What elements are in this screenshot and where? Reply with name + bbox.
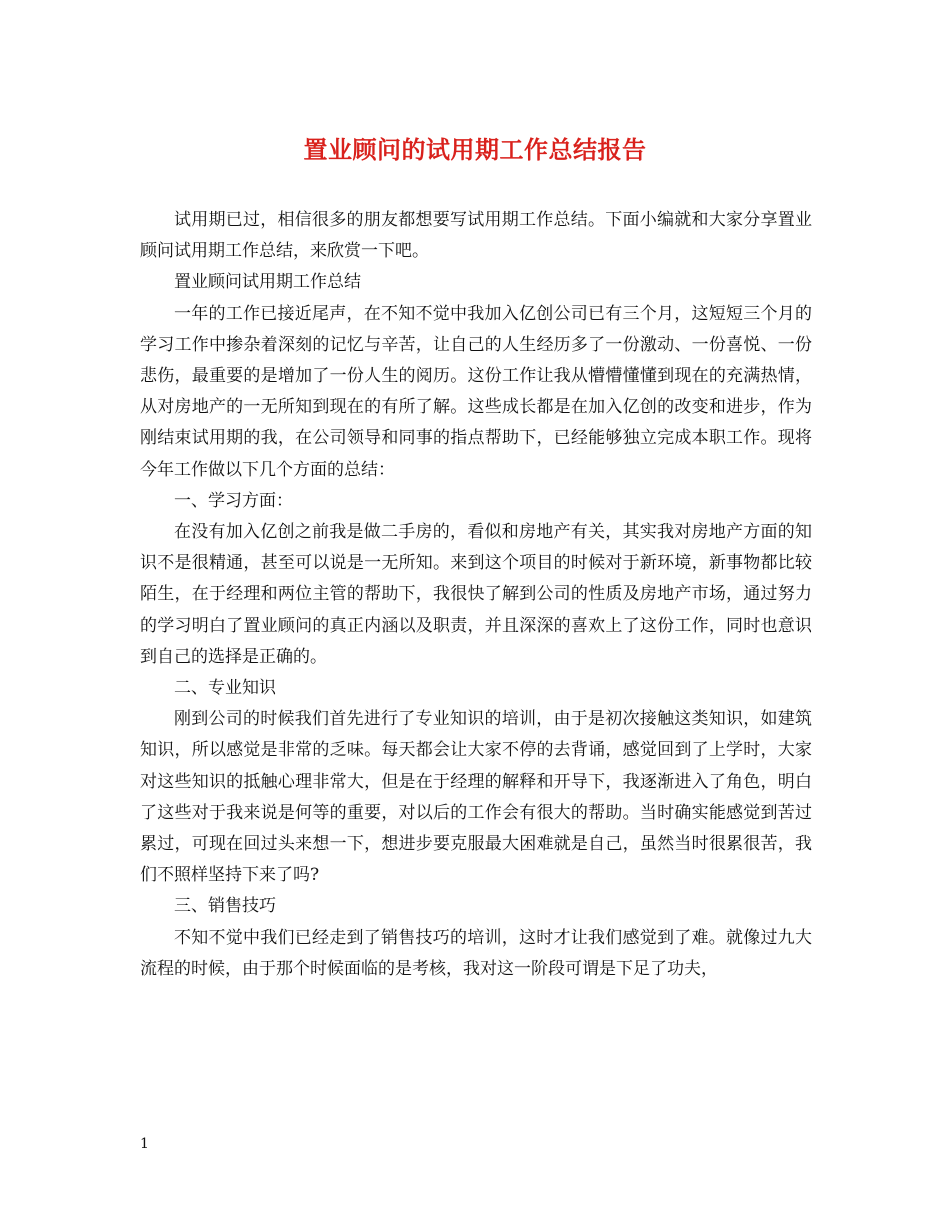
section-heading-learning: 一、学习方面：	[174, 490, 293, 511]
document-title: 置业顾问的试用期工作总结报告	[303, 135, 647, 164]
paragraph-subtitle: 置业顾问试用期工作总结	[174, 272, 361, 293]
page-number: 1	[140, 1136, 149, 1152]
paragraph-intro: 试用期已过，相信很多的朋友都想要写试用期工作总结。下面小编就和大家分享置业顾问试用期工作总结，来欣赏一下吧。	[140, 210, 812, 262]
paragraph-knowledge: 刚到公司的时候我们首先进行了专业知识的培训，由于是初次接触这类知识，如建筑知识，所以感觉是非常的乏味。每天都会让大家不停的去背诵，感觉回到了上学时，大家对这些知识的抵触心理非常大，但是在于经理的解释和开导下，我逐渐进入了角色，明白了这些对于我来说是何等的重要，对以后的工作会有很大的帮助。当时确实能感觉到苦过累过，可现在回过头来想一下，想进步要克服最大困难就是自己，虽然当时很累很苦，我们不照样坚持下来了吗?	[140, 709, 812, 886]
section-heading-sales: 三、销售技巧	[174, 896, 276, 917]
document-body	[140, 205, 812, 985]
paragraph-learning: 在没有加入亿创之前我是做二手房的，看似和房地产有关，其实我对房地产方面的知识不是很精通，甚至可以说是一无所知。来到这个项目的时候对于新环境，新事物都比较陌生，在于经理和两位主管的帮助下，我很快了解到公司的性质及房地产市场，通过努力的学习明白了置业顾问的真正内涵以及职责，并且深深的喜欢上了这份工作，同时也意识到自己的选择是正确的。	[140, 522, 812, 667]
section-heading-knowledge: 二、专业知识	[174, 678, 276, 699]
paragraph-overview: 一年的工作已接近尾声，在不知不觉中我加入亿创公司已有三个月，这短短三个月的学习工作中掺杂着深刻的记忆与辛苦，让自己的人生经历多了一份激动、一份喜悦、一份悲伤，最重要的是增加了一份人生的阅历。这份工作让我从懵懵懂懂到现在的充满热情，从对房地产的一无所知到现在的有所了解。这些成长都是在加入亿创的改变和进步，作为刚结束试用期的我，在公司领导和同事的指点帮助下，已经能够独立完成本职工作。现将今年工作做以下几个方面的总结：	[140, 303, 812, 480]
paragraph-sales: 不知不觉中我们已经走到了销售技巧的培训，这时才让我们感觉到了难。就像过九大流程的时候，由于那个时候面临的是考核，我对这一阶段可谓是下足了功夫，	[140, 927, 812, 979]
